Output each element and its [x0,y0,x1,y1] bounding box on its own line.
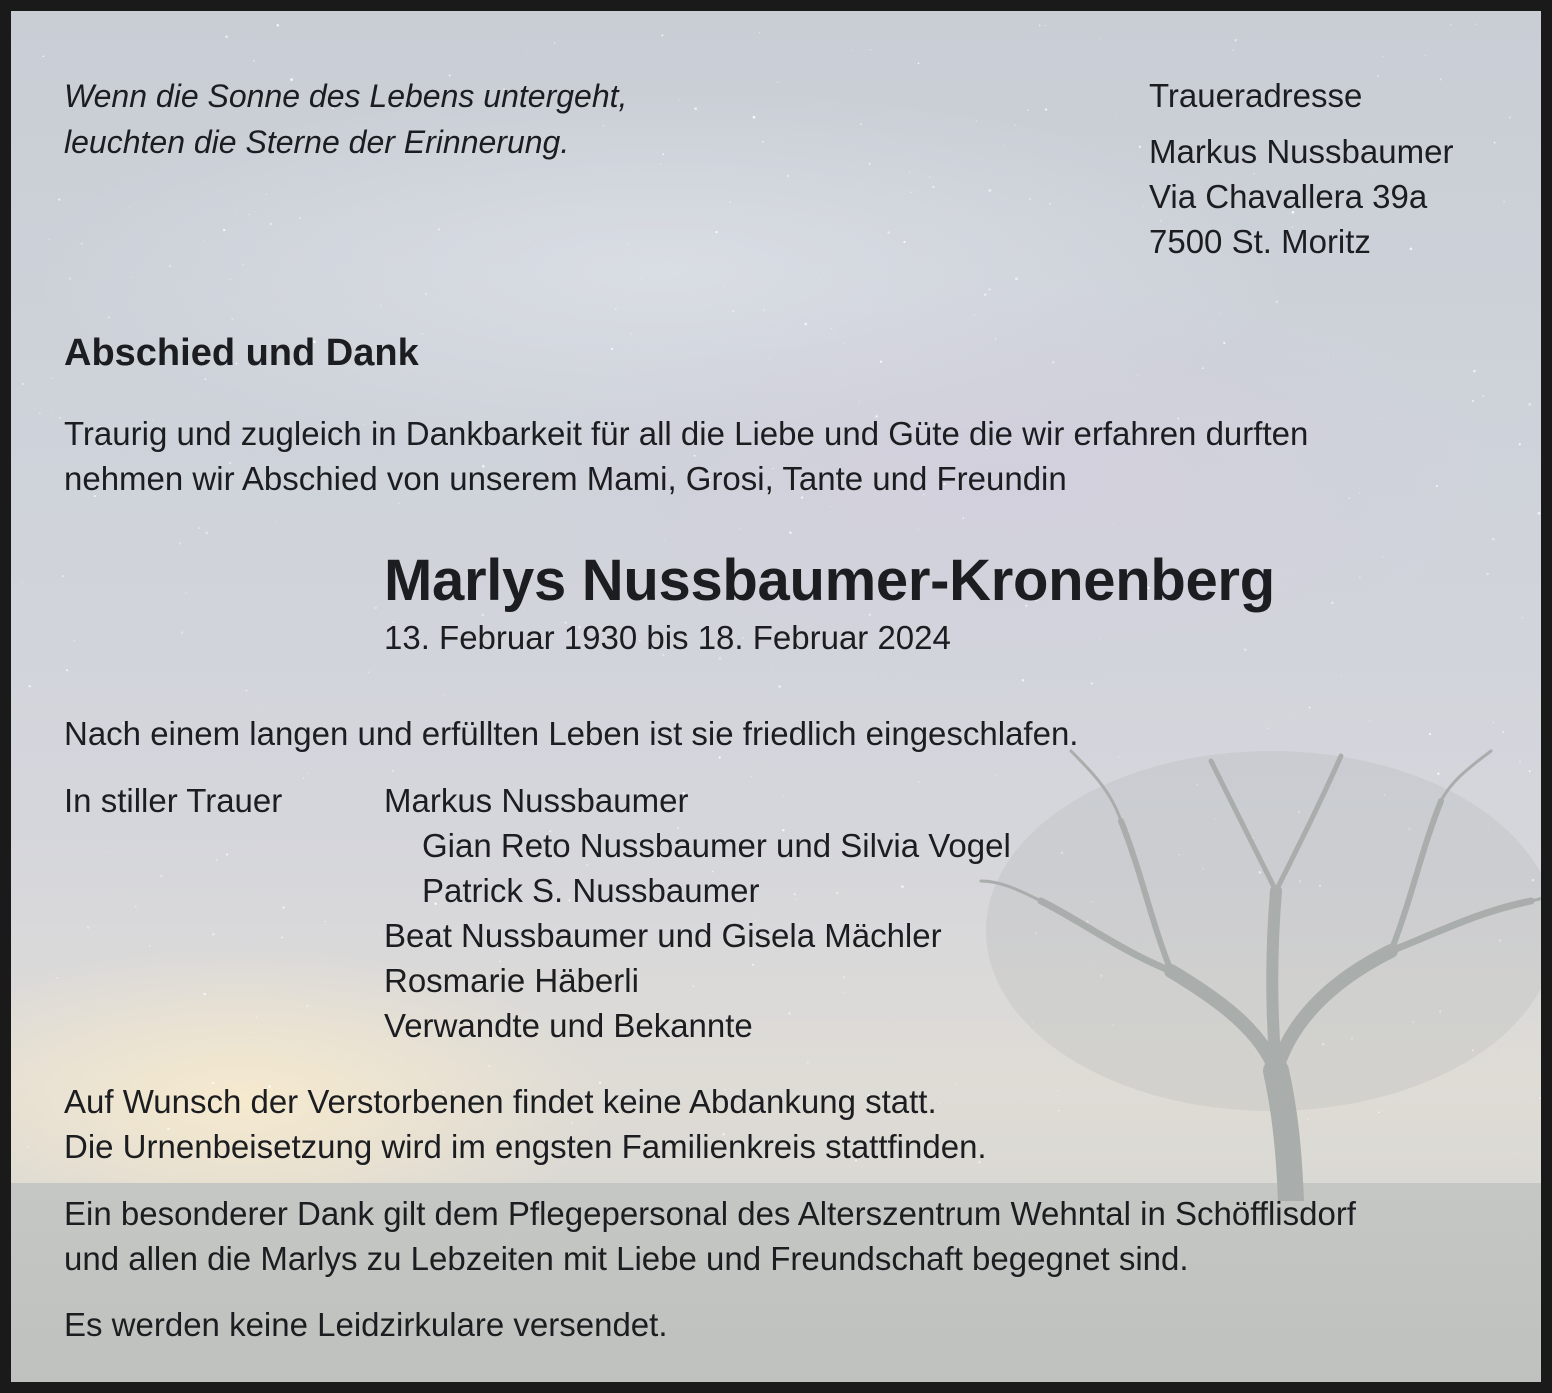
star-dot [984,293,986,295]
star-dot [759,32,760,33]
mourners-label: In stiller Trauer [64,782,283,819]
star-dot [1244,648,1247,651]
star-dot [732,310,734,312]
mourner-name: Markus Nussbaumer [384,782,689,819]
star-dot [425,293,427,295]
star-dot [380,305,381,306]
star-dot [109,852,110,853]
star-dot [995,338,997,340]
star-dot [1045,25,1046,26]
star-dot [52,412,53,413]
star-dot [226,854,228,856]
star-dot [1472,400,1474,402]
star-dot [51,377,53,379]
star-dot [398,502,399,503]
star-dot [641,278,642,279]
star-dot [969,186,970,187]
star-dot [474,258,475,259]
star-dot [787,175,790,178]
star-dot [249,1032,250,1033]
intro-text [64,411,1308,501]
address-heading: Traueradresse [1149,77,1363,114]
mourner-name: Gian Reto Nussbaumer und Silvia Vogel [422,827,1011,864]
star-dot [1049,203,1051,205]
star-dot [1538,512,1541,515]
star-dot [554,42,555,43]
star-dot [1029,198,1031,200]
star-dot [1377,75,1379,77]
star-dot [256,1017,258,1019]
star-dot [1359,493,1360,494]
star-dot [1202,367,1204,369]
star-dot [830,506,831,507]
star-dot [277,24,279,26]
star-dot [909,172,910,173]
star-dot [1490,613,1491,614]
peaceful-statement: Nach einem langen und erfüllten Leben ist sie friedlich eingeschlafen. [64,715,1079,752]
star-dot [970,136,971,137]
star-dot [1494,142,1496,144]
star-dot [527,53,528,54]
star-dot [21,582,23,584]
star-dot [880,361,882,363]
star-dot [1503,201,1505,203]
star-dot [860,123,862,125]
star-dot [1519,27,1520,28]
star-dot [1116,117,1117,118]
star-dot [630,333,632,335]
page-title: Abschied und Dank [64,332,419,374]
star-dot [1509,350,1510,351]
star-dot [311,768,312,769]
star-dot [887,231,889,233]
star-dot [724,286,725,287]
mourners-list [384,778,1011,1048]
life-dates: 13. Februar 1930 bis 18. Februar 2024 [384,619,951,656]
star-dot [194,399,195,400]
star-dot [73,639,75,641]
star-dot [988,288,990,290]
star-dot [873,674,874,675]
star-dot [1267,728,1269,730]
star-dot [169,265,171,267]
star-dot [282,906,284,908]
star-dot [843,342,844,343]
star-dot [897,673,898,674]
star-dot [58,199,60,201]
star-dot [1322,57,1323,58]
star-dot [270,223,273,226]
star-dot [918,529,919,530]
star-dot [303,927,304,928]
intro-line: Traurig und zugleich in Dankbarkeit für all die Liebe und Güte die wir erfahren durften [64,415,1309,452]
star-dot [280,65,281,66]
star-dot [204,993,206,995]
star-dot [379,384,380,385]
star-dot [719,756,721,758]
star-dot [1487,573,1489,575]
star-dot [778,685,781,688]
star-dot [1234,39,1236,41]
star-dot [62,575,64,577]
star-dot [1436,485,1438,487]
star-dot [910,192,912,194]
star-dot [1232,49,1234,51]
star-dot [660,164,661,165]
star-dot [130,277,131,278]
star-dot [852,50,853,51]
star-dot [87,926,90,929]
star-dot [1359,576,1361,578]
star-dot [374,606,377,609]
star-dot [739,528,740,529]
star-dot [325,921,326,922]
star-dot [328,628,329,629]
star-dot [1027,109,1029,111]
star-dot [438,228,440,230]
star-dot [1137,374,1138,375]
intro-line: nehmen wir Abschied von unserem Mami, Grosi, Tante und Freundin [64,460,1067,497]
star-dot [870,49,871,50]
star-dot [1333,355,1334,356]
star-dot [1112,524,1113,525]
star-dot [1275,301,1278,304]
star-dot [215,859,217,861]
star-dot [179,542,181,544]
circulars-notice: Es werden keine Leidzirkulare versendet. [64,1306,668,1343]
star-dot [1139,146,1141,148]
star-dot [1381,418,1382,419]
star-dot [903,241,905,243]
star-dot [66,669,68,671]
star-dot [299,217,301,219]
star-dot [1014,124,1016,126]
star-dot [762,141,764,143]
star-dot [1492,538,1495,541]
star-dot [307,773,308,774]
star-dot [135,905,137,907]
star-dot [49,239,51,241]
star-dot [769,359,770,360]
star-dot [1341,676,1342,677]
star-dot [1523,553,1524,554]
star-dot [573,310,574,311]
star-dot [869,163,871,165]
star-dot [932,186,934,188]
star-dot [197,275,198,276]
star-dot [249,214,250,215]
star-dot [831,327,833,329]
star-dot [109,252,110,253]
star-dot [246,690,248,692]
star-dot [1023,31,1024,32]
star-dot [630,348,631,349]
star-dot [1509,400,1510,401]
ceremony-line: Auf Wunsch der Verstorbenen findet keine Abdankung statt. [64,1083,937,1120]
star-dot [511,1075,512,1076]
star-dot [488,1065,490,1067]
star-dot [303,778,304,779]
star-dot [804,323,807,326]
star-dot [1528,403,1531,406]
star-dot [39,412,41,414]
star-dot [1309,707,1311,709]
star-dot [1369,720,1370,721]
star-dot [392,770,393,771]
star-dot [22,383,24,385]
star-dot [611,348,613,350]
star-dot [69,277,72,280]
star-dot [1440,94,1441,95]
star-dot [1039,25,1041,27]
star-dot [223,229,225,231]
star-dot [1223,342,1225,344]
star-dot [80,242,82,244]
star-dot [615,308,616,309]
star-dot [422,333,423,334]
thanks-line: Ein besonderer Dank gilt dem Pflegepersonal des Alterszentrum Wehntal in Schöfflisdorf [64,1195,1356,1232]
star-dot [1219,313,1220,314]
star-dot [1473,370,1476,373]
star-dot [1513,226,1514,227]
star-dot [1099,638,1100,639]
star-dot [1293,713,1294,714]
star-dot [694,107,697,110]
star-dot [337,836,338,837]
motto [64,73,627,165]
star-dot [1143,206,1144,207]
star-dot [42,304,43,305]
star-dot [1022,679,1025,682]
star-dot [266,194,267,195]
star-dot [130,207,131,208]
star-dot [242,263,244,265]
star-dot [628,244,630,246]
mourner-name: Verwandte und Bekannte [384,1007,753,1044]
star-dot [1522,617,1523,618]
star-dot [149,945,150,946]
star-dot [205,532,208,535]
thanks-line: und allen die Marlys zu Lebzeiten mit Liebe und Freundschaft begegnet sind. [64,1240,1189,1277]
star-dot [472,1170,473,1171]
star-dot [929,177,930,178]
star-dot [181,631,184,634]
star-dot [27,1146,29,1148]
star-dot [147,187,148,188]
star-dot [974,314,976,316]
star-dot [962,517,964,519]
star-dot [281,936,283,938]
mourner-name: Rosmarie Häberli [384,962,639,999]
star-dot [763,309,764,310]
star-dot [918,62,920,64]
star-dot [1382,556,1383,557]
star-dot [1052,361,1054,363]
address-line: Markus Nussbaumer [1149,133,1454,170]
star-dot [160,875,162,877]
deceased-name: Marlys Nussbaumer-Kronenberg [384,548,1275,613]
star-dot [235,209,236,210]
star-dot [140,1035,141,1036]
star-dot [108,316,110,318]
star-dot [57,977,58,978]
star-dot [1131,390,1132,391]
mourner-name: Beat Nussbaumer und Gisela Mächler [384,917,942,954]
thanks-notice [64,1191,1356,1281]
ceremony-line: Die Urnenbeisetzung wird im engsten Familienkreis stattfinden. [64,1128,987,1165]
star-dot [1015,278,1018,281]
star-dot [198,527,200,529]
address-line: 7500 St. Moritz [1149,223,1371,260]
star-dot [661,34,663,36]
star-dot [664,540,665,541]
motto-line: Wenn die Sonne des Lebens untergeht, [64,78,628,114]
star-dot [859,401,860,402]
star-dot [185,592,187,594]
star-dot [976,121,977,122]
star-dot [715,231,717,233]
star-dot [444,695,445,696]
star-dot [806,1061,809,1064]
star-dot [1425,55,1426,56]
mourner-name: Patrick S. Nussbaumer [422,872,760,909]
star-dot [1493,722,1494,723]
star-dot [276,521,277,522]
star-dot [205,378,207,380]
star-dot [662,153,664,155]
star-dot [1045,109,1047,111]
star-dot [789,531,792,534]
motto-line: leuchten die Sterne der Erinnerung. [64,124,570,160]
star-dot [43,56,45,58]
star-dot [1519,443,1521,445]
star-dot [1331,602,1333,604]
star-dot [679,99,680,100]
star-dot [225,36,227,38]
star-dot [753,116,756,119]
address-line: Via Chavallera 39a [1149,178,1428,215]
star-dot [379,934,380,935]
star-dot [529,241,530,242]
star-dot [229,279,231,281]
star-dot [29,685,31,687]
star-dot [1509,116,1511,118]
star-dot [1099,38,1100,39]
star-dot [59,417,61,419]
mourning-address [1149,129,1453,264]
star-dot [729,201,731,203]
star-dot [203,240,204,241]
star-dot [1440,79,1442,81]
star-dot [777,81,778,82]
star-dot [368,671,370,673]
ceremony-notice [64,1079,987,1169]
star-dot [1004,145,1005,146]
star-dot [33,245,34,246]
star-dot [1348,498,1349,499]
star-dot [772,666,773,667]
star-dot [253,60,255,62]
star-dot [307,1005,309,1007]
tree-silhouette [971,731,1552,1201]
star-dot [1091,682,1093,684]
star-dot [1450,24,1452,26]
star-dot [1211,323,1212,324]
star-dot [212,933,215,936]
star-dot [1483,395,1485,397]
star-dot [231,318,233,320]
star-dot [1382,56,1383,57]
star-dot [1475,23,1476,24]
star-dot [989,189,992,192]
star-dot [1390,675,1391,676]
star-dot [819,279,820,280]
